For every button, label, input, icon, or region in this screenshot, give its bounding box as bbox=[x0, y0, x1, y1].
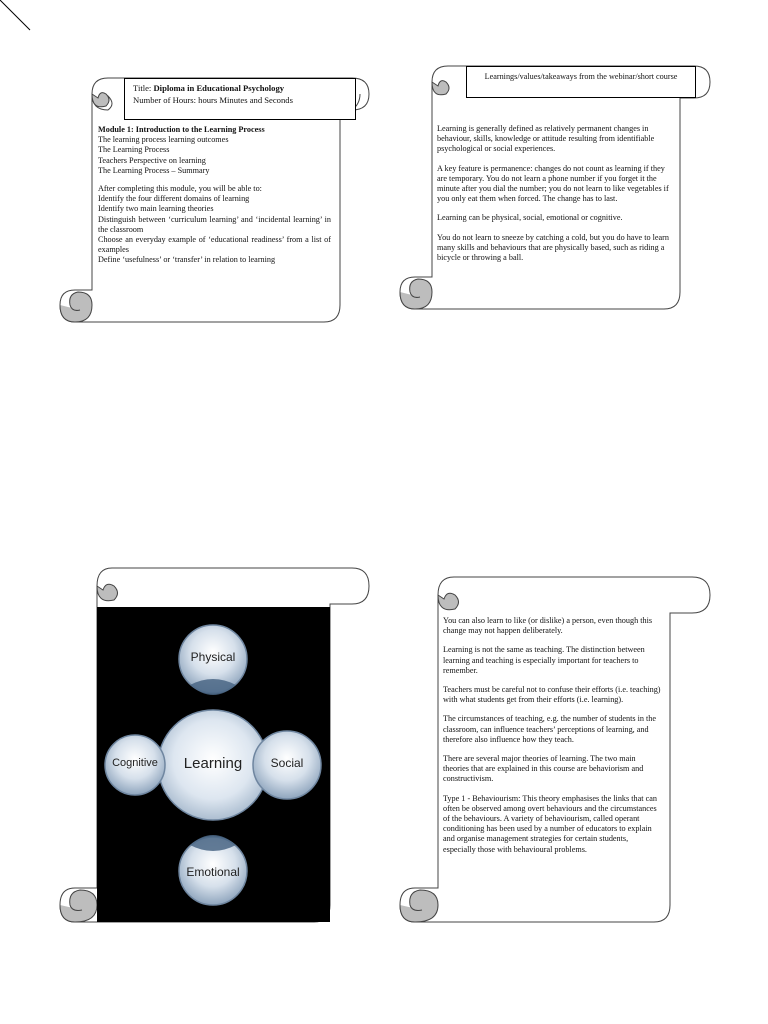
outcomes-intro: After completing this module, you will be able to: bbox=[98, 184, 262, 194]
course-title: Diploma in Educational Psychology bbox=[153, 83, 285, 93]
paragraph: You can also learn to like (or dislike) a person, even though this change may not happen deliberately. bbox=[443, 616, 653, 636]
hours-line: Number of Hours: hours Minutes and Seconds bbox=[133, 95, 293, 105]
topic-item: The Learning Process bbox=[98, 145, 170, 155]
outcome-item: Identify two main learning theories bbox=[98, 204, 214, 214]
paragraph: You do not learn to sneeze by catching a cold, but you do have to learn many skills and behaviours that are physically based, such as riding a bicycle or throwing a ball. bbox=[437, 232, 669, 263]
paragraph: Learning is not the same as teaching. The distinction between learning and teaching is especially important for teachers to remember. bbox=[443, 645, 645, 675]
label-cognitive: Cognitive bbox=[112, 757, 158, 769]
outcome-item: Define ‘usefulness’ or ‘transfer’ in relation to learning bbox=[98, 255, 276, 265]
topic-item: The Learning Process – Summary bbox=[98, 165, 210, 175]
paragraph: Type 1 - Behaviourism: This theory emphasises the links that can often be observed among overt behaviours and the circumstances of the behaviours. A variety of behaviourism, called operant conditioning has been used by a number of educators to explain and organise management strategies for certain students, especially those with behavioural problems. bbox=[443, 793, 657, 854]
panel2-header-box bbox=[466, 66, 696, 98]
paragraph: A key feature is permanence: changes do not count as learning if they are temporary. You do not learn a phone number if you forget it the minute after you dial the number; you do not learn to like vegetables if you only eat them when forced. The change has to last. bbox=[437, 163, 669, 204]
topic-item: Teachers Perspective on learning bbox=[98, 155, 206, 165]
label-learning: Learning bbox=[183, 755, 243, 772]
learning-domains-diagram bbox=[97, 607, 330, 922]
panel2-body bbox=[437, 124, 673, 272]
title-prefix: Title: bbox=[133, 83, 154, 93]
module-heading: Module 1: Introduction to the Learning Process bbox=[98, 125, 265, 134]
paragraph: Teachers must be careful not to confuse their efforts (i.e. teaching) with what students get from their efforts (i.e. learning). bbox=[443, 685, 661, 705]
paragraph: Learning can be physical, social, emotional or cognitive. bbox=[437, 213, 623, 223]
label-emotional: Emotional bbox=[186, 865, 240, 879]
label-physical: Physical bbox=[190, 650, 236, 664]
paragraph: The circumstances of teaching, e.g. the number of students in the classroom, can influence teachers’ perceptions of learning, and therefore also influence how they teach. bbox=[443, 714, 657, 744]
topic-item: The learning process learning outcomes bbox=[98, 135, 229, 145]
corner-line bbox=[0, 0, 30, 30]
paragraph: There are several major theories of learning. The two main theories that are explained in this course are behaviorism and constructivism. bbox=[443, 754, 644, 784]
panel1-title-box bbox=[124, 78, 356, 120]
panel1-body bbox=[98, 125, 331, 266]
outcome-item: Identify the four different domains of learning bbox=[98, 194, 250, 204]
panel2-header: Learnings/values/takeaways from the webinar/short course bbox=[484, 72, 678, 81]
panel4-body bbox=[443, 616, 661, 864]
paragraph: Learning is generally defined as relatively permanent changes in behaviour, skills, knowledge or attitude resulting from identifiable psychological or social experiences. bbox=[437, 124, 655, 154]
label-social: Social bbox=[270, 756, 304, 770]
outcome-item: Distinguish between ‘curriculum learning’ and ‘incidental learning’ in the classroom bbox=[98, 214, 331, 234]
outcome-item: Choose an everyday example of ‘educational readiness’ from a list of examples bbox=[98, 235, 331, 255]
